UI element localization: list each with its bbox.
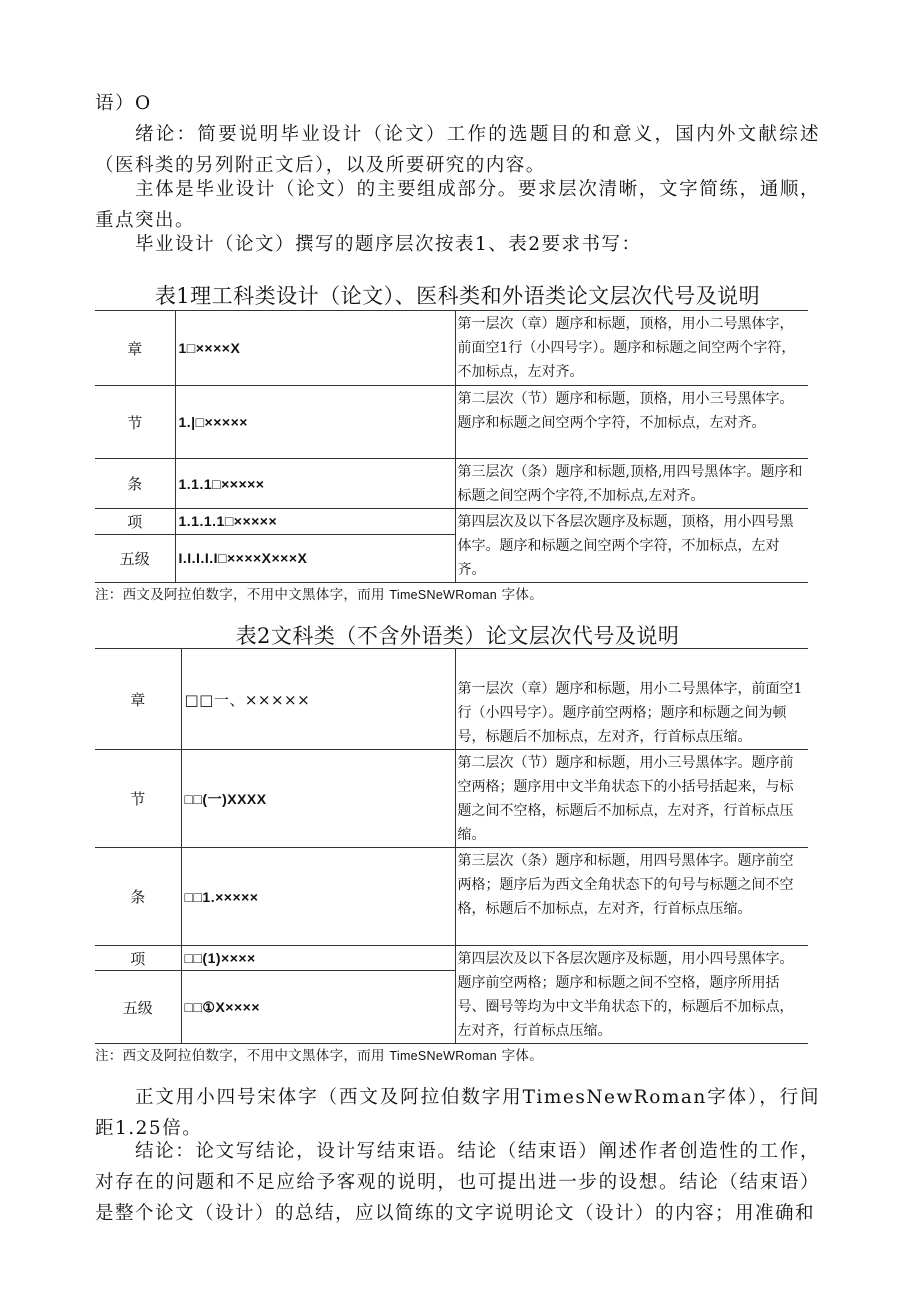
level-cell: 五级 [95, 971, 181, 1044]
description-cell: 第三层次（条）题序和标题,顶格,用四号黑体字。题序和标题之间空两个字符,不加标点,左对齐。 [455, 459, 808, 509]
code-cell: 1.1.1□××××× [175, 459, 455, 509]
note-text: 注：西文及阿拉伯数字，不用中文黑体字，而用 [95, 587, 385, 603]
description-cell: 第二层次（节）题序和标题，用小三号黑体字。题序前空两格；题序用中文半角状态下的小括号括起来，与标题之间不空格，标题后不加标点，左对齐，行首标点压缩。 [455, 750, 808, 848]
table-row [95, 946, 808, 971]
paragraph-body-font: 正文用小四号宋体字（西文及阿拉伯数字用TimesNewRoman字体），行间距1.25倍。 [95, 1087, 820, 1139]
description-cell: 第三层次（条）题序和标题，用四号黑体字。题序前空两格；题序后为西文全角状态下的句号与标题之间不空格，标题后不加标点，左对齐，行首标点压缩。 [455, 848, 808, 946]
paragraph-hierarchy-intro: 毕业设计（论文）撰写的题序层次按表1、表2要求书写： [135, 234, 642, 255]
level-cell: 节 [95, 386, 175, 459]
note-text: 注：西文及阿拉伯数字，不用中文黑体字，而用 [95, 1048, 385, 1064]
note-text-end: 字体。 [501, 587, 544, 603]
table-row [95, 750, 808, 848]
paragraph-continuation: 语）O [95, 93, 152, 114]
note-text-end: 字体。 [501, 1048, 544, 1064]
table-row [95, 649, 808, 750]
level-cell: 条 [95, 848, 181, 946]
description-cell: 第四层次及以下各层次题序及标题，顶格，用小四号黑体字。题序和标题之间空两个字符，不加标点，左对齐。 [455, 509, 808, 583]
code-cell: 1□××××X [175, 311, 455, 386]
level-cell: 章 [95, 649, 181, 750]
table-row [95, 459, 808, 509]
table-row [95, 848, 808, 946]
code-cell: I.I.I.I.I□××××X×××X [175, 534, 455, 582]
level-cell: 条 [95, 459, 175, 509]
note-font-name: TimeSNeWRoman [389, 1049, 498, 1063]
description-cell: 第二层次（节）题序和标题，顶格，用小三号黑体字。题序和标题之间空两个字符，不加标点，左对齐。 [455, 386, 808, 459]
description-cell: 第一层次（章）题序和标题，用小二号黑体字，前面空1行（小四号字）。题序前空两格；题序和标题之间为顿号，标题后不加标点，左对齐，行首标点压缩。 [455, 649, 808, 750]
level-cell: 项 [95, 509, 175, 535]
paragraph-conclusion: 结论：论文写结论，设计写结束语。结论（结束语）阐述作者创造性的工作，对存在的问题和不足应给予客观的说明，也可提出进一步的设想。结论（结束语）是整个论文（设计）的总结，应以简练的文字说明论文（设计）的内容；用准确和 [95, 1141, 820, 1224]
note-font-name: TimeSNeWRoman [389, 588, 498, 602]
description-cell: 第四层次及以下各层次题序及标题，用小四号黑体字。题序前空两格；题序和标题之间不空格，题序所用括号、圈号等均为中文半角状态下的，标题后不加标点，左对齐，行首标点压缩。 [455, 946, 808, 1044]
code-cell: □□一、××××× [181, 649, 455, 750]
description-cell: 第一层次（章）题序和标题，顶格，用小二号黑体字，前面空1行（小四号字）。题序和标题之间空两个字符，不加标点，左对齐。 [455, 311, 808, 386]
paragraph-introduction: 绪论：简要说明毕业设计（论文）工作的选题目的和意义，国内外文献综述（医科类的另列附正文后），以及所要研究的内容。 [95, 124, 820, 176]
table1-heading-levels [95, 310, 808, 583]
level-cell: 节 [95, 750, 181, 848]
table-row [95, 311, 808, 386]
code-cell: □□(一)XXXX [181, 750, 455, 848]
table1-note [95, 583, 543, 603]
code-cell: 1.|□××××× [175, 386, 455, 459]
table2-heading-levels [95, 648, 808, 1044]
code-cell: 1.1.1.1□××××× [175, 509, 455, 535]
table2-note [95, 1044, 543, 1064]
code-cell: □□(1)×××× [181, 946, 455, 971]
table2-caption: 表2文科类（不含外语类）论文层次代号及说明 [235, 624, 680, 648]
level-cell: 五级 [95, 534, 175, 582]
level-cell: 项 [95, 946, 181, 971]
table-row [95, 386, 808, 459]
table-row [95, 509, 808, 535]
code-cell: □□①X×××× [181, 971, 455, 1044]
paragraph-main-body: 主体是毕业设计（论文）的主要组成部分。要求层次清晰，文字简练，通顺，重点突出。 [95, 179, 820, 231]
table1-caption: 表1理工科类设计（论文）、医科类和外语类论文层次代号及说明 [154, 284, 761, 308]
code-cell: □□1.××××× [181, 848, 455, 946]
level-cell: 章 [95, 311, 175, 386]
